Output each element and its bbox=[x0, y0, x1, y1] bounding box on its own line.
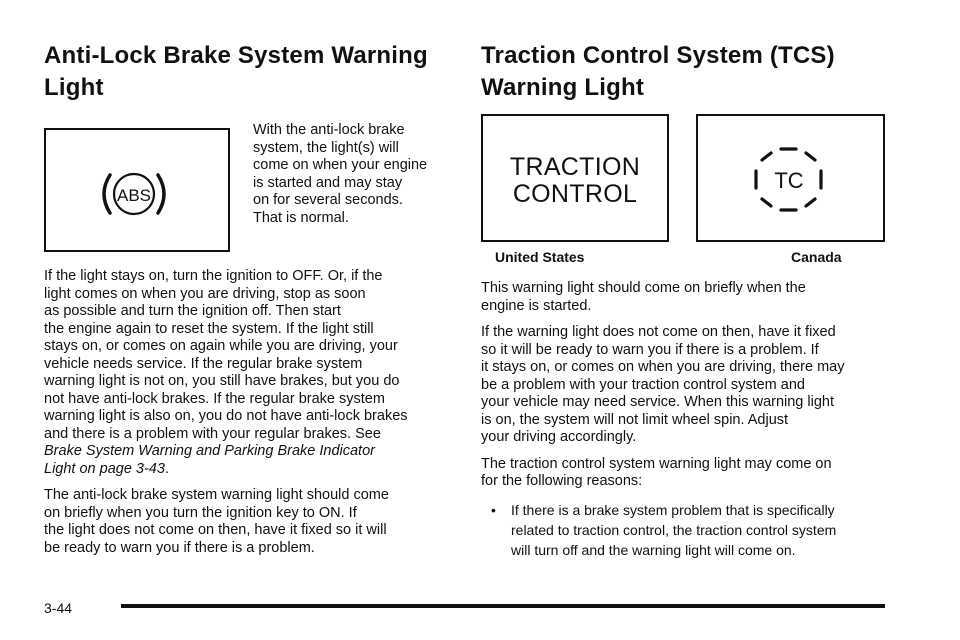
abs-paragraph-2 bbox=[44, 487, 454, 557]
traction-line: CONTROL bbox=[512, 180, 638, 208]
abs-warning-light-frame bbox=[44, 128, 230, 252]
text-line: related to traction control, the traction control system bbox=[511, 521, 837, 538]
tcs-bullet-item bbox=[481, 500, 901, 560]
text-line: be ready to warn you if there is a problem. bbox=[44, 539, 315, 556]
text-line: so it will be ready to warn you if there is a problem. If bbox=[481, 341, 819, 358]
text-line: as possible and turn the ignition off. Then start bbox=[44, 303, 341, 319]
text-line: the engine again to reset the system. If the light still bbox=[44, 320, 374, 337]
text-line: your vehicle may need service. When this warning light bbox=[481, 394, 834, 410]
text-line: your driving accordingly. bbox=[481, 429, 637, 445]
abs-section bbox=[44, 122, 454, 268]
text-line: warning light is also on, you do not have anti-lock brakes bbox=[44, 408, 408, 424]
tcs-paragraph-3 bbox=[481, 456, 901, 491]
abs-intro-line: on for several seconds. bbox=[253, 192, 403, 208]
text-line: If the warning light does not come on then, have it fixed bbox=[481, 324, 836, 340]
text-line: engine is started. bbox=[481, 297, 592, 314]
abs-intro-line: system, the light(s) will bbox=[253, 139, 399, 156]
text-line: If there is a brake system problem that is specifically bbox=[511, 501, 835, 518]
cross-reference-period: . bbox=[164, 460, 169, 477]
abs-intro-line: With the anti-lock brake bbox=[253, 122, 405, 138]
tcs-paragraph-1 bbox=[481, 280, 901, 315]
tcs-heading bbox=[481, 40, 901, 104]
text-line: be a problem with your traction control system and bbox=[481, 376, 805, 393]
text-line: light comes on when you are driving, stop as soon bbox=[44, 285, 366, 302]
text-line: on briefly when you turn the ignition key to ON. If bbox=[44, 504, 357, 521]
text-line: The anti-lock brake system warning light should come bbox=[44, 487, 389, 503]
text-line: stays on, or comes on again while you are driving, your bbox=[44, 338, 398, 354]
tcs-warning-lights bbox=[481, 114, 901, 280]
text-line: the light does not come on then, have it fixed so it will bbox=[44, 522, 387, 538]
cross-reference-line: Light on page 3-43 bbox=[44, 460, 165, 477]
caption-united-states: United States bbox=[495, 249, 585, 265]
text-line: vehicle needs service. If the regular brake system bbox=[44, 355, 363, 372]
cross-reference-line: Brake System Warning and Parking Brake Indicator bbox=[44, 443, 375, 459]
traction-control-light-canada bbox=[696, 114, 885, 242]
abs-heading: Anti-Lock Brake System Warning Light bbox=[44, 42, 428, 101]
abs-intro-line: come on when your engine bbox=[253, 157, 428, 173]
traction-control-light-us bbox=[481, 114, 669, 242]
tc-icon-label: TC bbox=[774, 168, 804, 193]
text-line: not have anti-lock brakes. If the regular brake system bbox=[44, 390, 385, 407]
abs-intro-line: is started and may stay bbox=[253, 174, 403, 191]
abs-intro bbox=[253, 122, 453, 227]
caption-canada: Canada bbox=[791, 249, 842, 265]
text-line: The traction control system warning light may come on bbox=[481, 455, 832, 472]
footer-rule bbox=[121, 604, 885, 608]
abs-paragraph-1 bbox=[44, 268, 454, 478]
tcs-heading-line: Warning Light bbox=[481, 74, 645, 101]
text-line: If the light stays on, turn the ignition to OFF. Or, if the bbox=[44, 268, 383, 284]
left-column bbox=[44, 40, 454, 566]
tcs-paragraph-2 bbox=[481, 324, 901, 447]
text-line: will turn off and the warning light will come on. bbox=[511, 541, 796, 558]
traction-control-text bbox=[483, 154, 667, 208]
abs-icon-label: ABS bbox=[116, 186, 152, 205]
tc-icon bbox=[698, 116, 883, 240]
text-line: it stays on, or comes on when you are driving, there may bbox=[481, 359, 845, 375]
cross-reference-link[interactable] bbox=[44, 443, 375, 477]
text-line: This warning light should come on briefly when the bbox=[481, 280, 806, 296]
abs-intro-line: That is normal. bbox=[253, 209, 349, 226]
traction-line: TRACTION bbox=[509, 153, 641, 181]
right-column bbox=[481, 40, 901, 560]
abs-warning-icon bbox=[46, 130, 228, 250]
text-line: is on, the system will not limit wheel spin. Adjust bbox=[481, 411, 789, 428]
text-line: warning light is not on, you still have brakes, but you do bbox=[44, 373, 400, 389]
text-line: and there is a problem with your regular brakes. See bbox=[44, 425, 381, 442]
tcs-heading-line: Traction Control System (TCS) bbox=[481, 42, 835, 69]
bullet-icon: • bbox=[491, 501, 496, 518]
text-line: for the following reasons: bbox=[481, 473, 643, 489]
page-number: 3-44 bbox=[44, 600, 73, 616]
